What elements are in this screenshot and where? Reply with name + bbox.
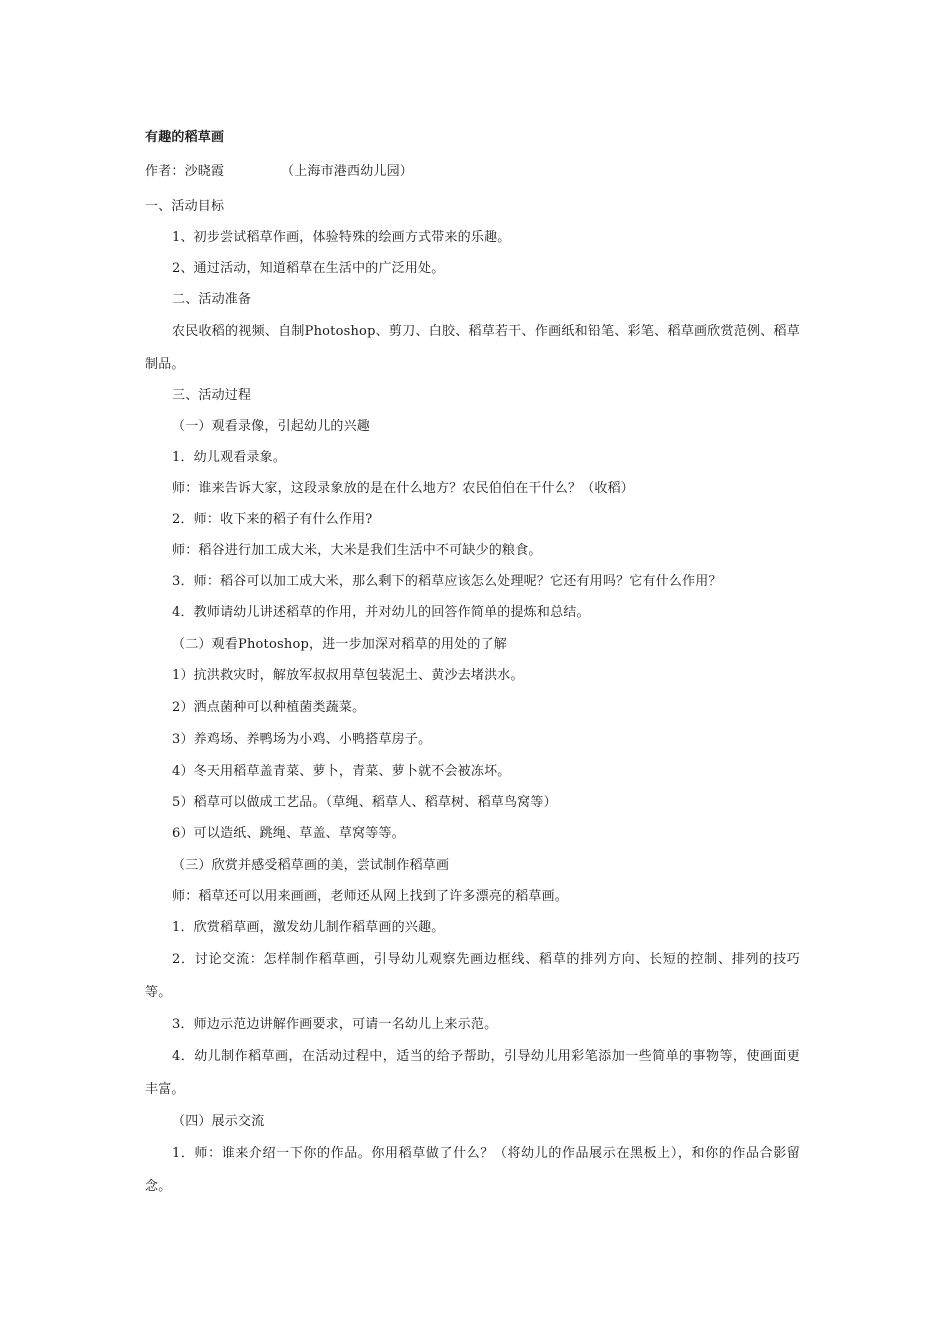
list-item: 6）可以造纸、跳绳、草盖、草窝等等。 — [172, 826, 405, 841]
paragraph: 师：稻谷进行加工成大米，大米是我们生活中不可缺少的粮食。 — [172, 543, 542, 558]
paragraph: 2、通过活动，知道稻草在生活中的广泛用处。 — [172, 261, 445, 276]
list-item: 2）洒点菌种可以种植菌类蔬菜。 — [172, 700, 366, 715]
paragraph: 3．师：稻谷可以加工成大米，那么剩下的稻草应该怎么处理呢？它还有用吗？它有什么作用？ — [172, 574, 722, 589]
list-item: 5）稻草可以做成工艺品。（草绳、稻草人、稻草树、稻草鸟窝等） — [172, 795, 557, 810]
paragraph: 师：谁来告诉大家，这段录象放的是在什么地方？农民伯伯在干什么？（收稻） — [172, 481, 635, 496]
list-item: 1）抗洪救灾时，解放军叔叔用草包装泥土、黄沙去堵洪水。 — [172, 668, 524, 683]
paragraph: 1．幼儿观看录象。 — [172, 450, 287, 465]
paragraph: 1．师：谁来介绍一下你的作品。你用稻草做了什么？（将幼儿的作品展示在黑板上），和你的作品合影留念。 — [145, 1146, 800, 1194]
paragraph: 2．师：收下来的稻子有什么作用? — [172, 512, 373, 527]
subsection-heading: （四）展示交流 — [172, 1114, 265, 1129]
paragraph: 4．幼儿制作稻草画，在活动过程中，适当的给予帮助，引导幼儿用彩笔添加一些简单的事物等，使画面更丰富。 — [145, 1049, 800, 1097]
section-heading: 一、活动目标 — [145, 199, 225, 214]
document-title: 有趣的稻草画 — [145, 130, 225, 145]
subsection-heading: （三）欣赏并感受稻草画的美，尝试制作稻草画 — [172, 858, 450, 873]
author-label: 作者：沙晓霞 — [145, 164, 225, 179]
paragraph: 3．师边示范边讲解作画要求，可请一名幼儿上来示范。 — [172, 1017, 498, 1032]
paragraph: 2．讨论交流：怎样制作稻草画，引导幼儿观察先画边框线、稻草的排列方向、长短的控制、排列的技巧等。 — [145, 952, 800, 1000]
paragraph: 师：稻草还可以用来画画，老师还从网上找到了许多漂亮的稻草画。 — [172, 889, 569, 904]
subsection-heading: （二）观看Photoshop，进一步加深对稻草的用处的了解 — [172, 637, 507, 652]
subsection-heading: （一）观看录像，引起幼儿的兴趣 — [172, 419, 371, 434]
list-item: 3）养鸡场、养鸭场为小鸡、小鸭搭草房子。 — [172, 732, 432, 747]
paragraph: 1、初步尝试稻草作画，体验特殊的绘画方式带来的乐趣。 — [172, 230, 511, 245]
list-item: 4）冬天用稻草盖青菜、萝卜，青菜、萝卜就不会被冻坏。 — [172, 764, 511, 779]
author-organization: （上海市港西幼儿园） — [281, 164, 414, 179]
section-heading: 二、活动准备 — [172, 292, 252, 307]
paragraph: 4．教师请幼儿讲述稻草的作用，并对幼儿的回答作简单的提炼和总结。 — [172, 605, 590, 620]
section-heading: 三、活动过程 — [172, 388, 252, 403]
paragraph: 1．欣赏稻草画，激发幼儿制作稻草画的兴趣。 — [172, 920, 445, 935]
paragraph: 农民收稻的视频、自制Photoshop、剪刀、白胶、稻草若干、作画纸和铅笔、彩笔、稻草画欣赏范例、稻草制品。 — [145, 324, 800, 372]
